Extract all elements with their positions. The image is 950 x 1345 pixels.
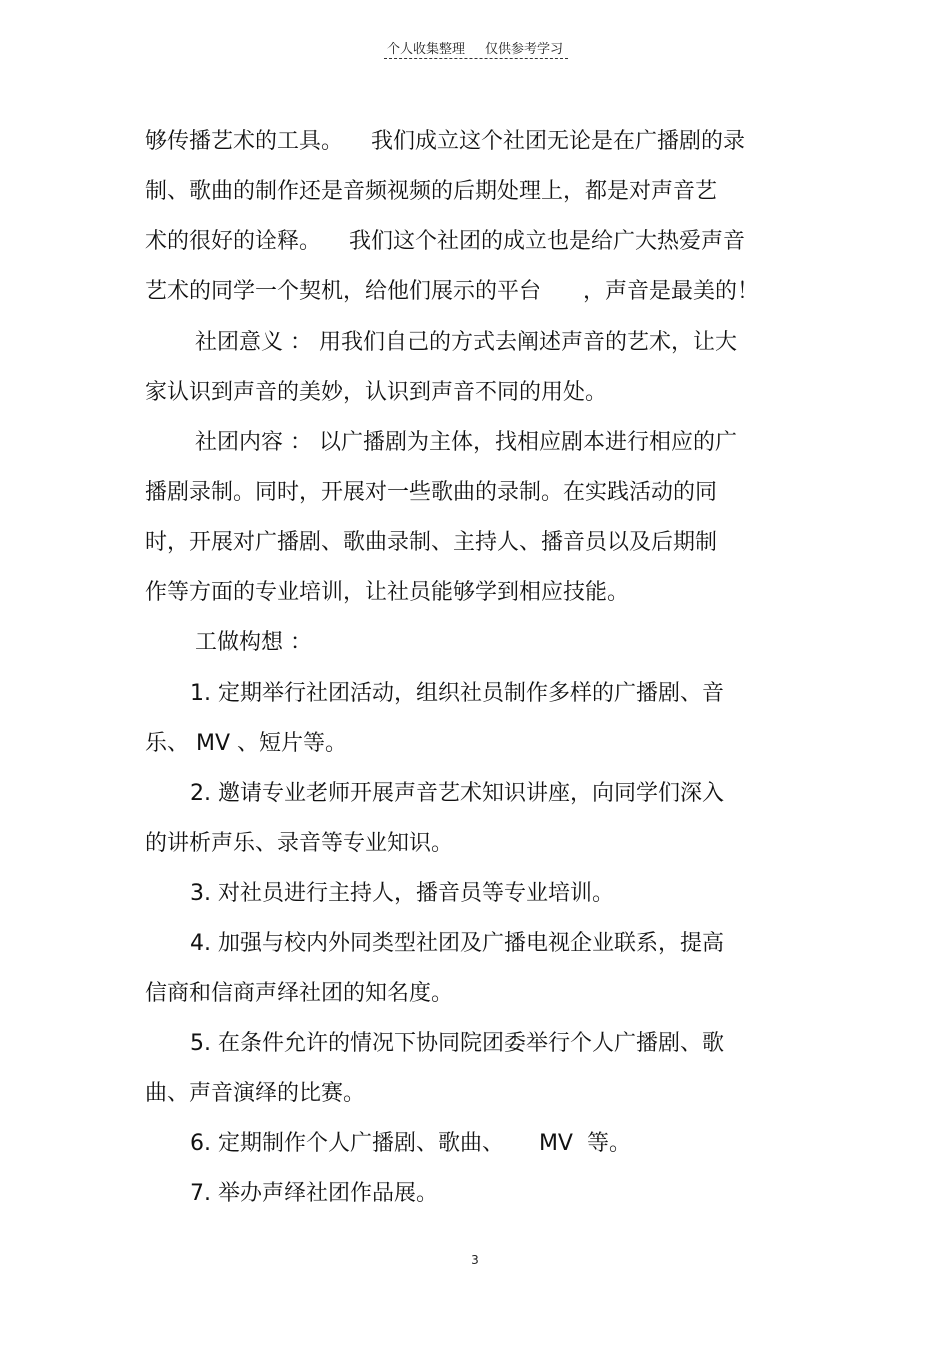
section-heading-line: 社团内容 ： 以广播剧为主体，找相应剧本进行相应的广 <box>195 430 737 455</box>
list-item-continuation: 的讲析声乐、录音等专业知识。 <box>145 831 454 856</box>
header-right-text: 仅供参考学习 <box>485 42 564 57</box>
paragraph-line: 术的很好的诠释。 我们这个社团的成立也是给广大热爱声音 <box>145 229 745 254</box>
section-heading-line: 社团意义 ： 用我们自己的方式去阐述声音的艺术，让大 <box>195 330 737 355</box>
section-heading-line: 工做构想 ： <box>195 630 312 655</box>
page-number: 3 <box>471 1253 479 1267</box>
paragraph-line: 播剧录制。同时，开展对一些歌曲的录制。在实践活动的同 <box>145 480 718 505</box>
list-item-line: 3. 对社员进行主持人，播音员等专业培训。 <box>190 881 614 906</box>
paragraph-line: 时，开展对广播剧、歌曲录制、主持人、播音员以及后期制 <box>145 530 718 555</box>
page-header <box>0 38 950 57</box>
list-item-line: 2. 邀请专业老师开展声音艺术知识讲座，向同学们深入 <box>190 781 724 806</box>
list-item-continuation: 曲、声音演绎的比赛。 <box>145 1081 366 1106</box>
header-left-text: 个人收集整理 <box>386 42 465 57</box>
list-item-line: 4. 加强与校内外同类型社团及广播电视企业联系，提高 <box>190 931 724 956</box>
list-item-line: 1. 定期举行社团活动，组织社员制作多样的广播剧、音 <box>190 681 724 706</box>
paragraph-line: 家认识到声音的美妙，认识到声音不同的用处。 <box>145 380 608 405</box>
list-item-line: 5. 在条件允许的情况下协同院团委举行个人广播剧、歌 <box>190 1031 724 1056</box>
list-item-continuation: 乐、 MV 、短片等。 <box>145 731 348 756</box>
list-item-line: 6. 定期制作个人广播剧、歌曲、 MV 等。 <box>190 1131 631 1156</box>
paragraph-line: 作等方面的专业培训，让社员能够学到相应技能。 <box>145 580 630 605</box>
list-item-line: 7. 举办声绎社团作品展。 <box>190 1181 438 1206</box>
paragraph-line: 艺术的同学一个契机，给他们展示的平台 ，声音是最美的！ <box>145 279 759 304</box>
paragraph-line: 制、歌曲的制作还是音频视频的后期处理上，都是对声音艺 <box>145 179 718 204</box>
list-item-continuation: 信商和信商声绎社团的知名度。 <box>145 981 454 1006</box>
paragraph-line: 够传播艺术的工具。 我们成立这个社团无论是在广播剧的录 <box>145 129 745 154</box>
header-divider <box>384 58 568 59</box>
